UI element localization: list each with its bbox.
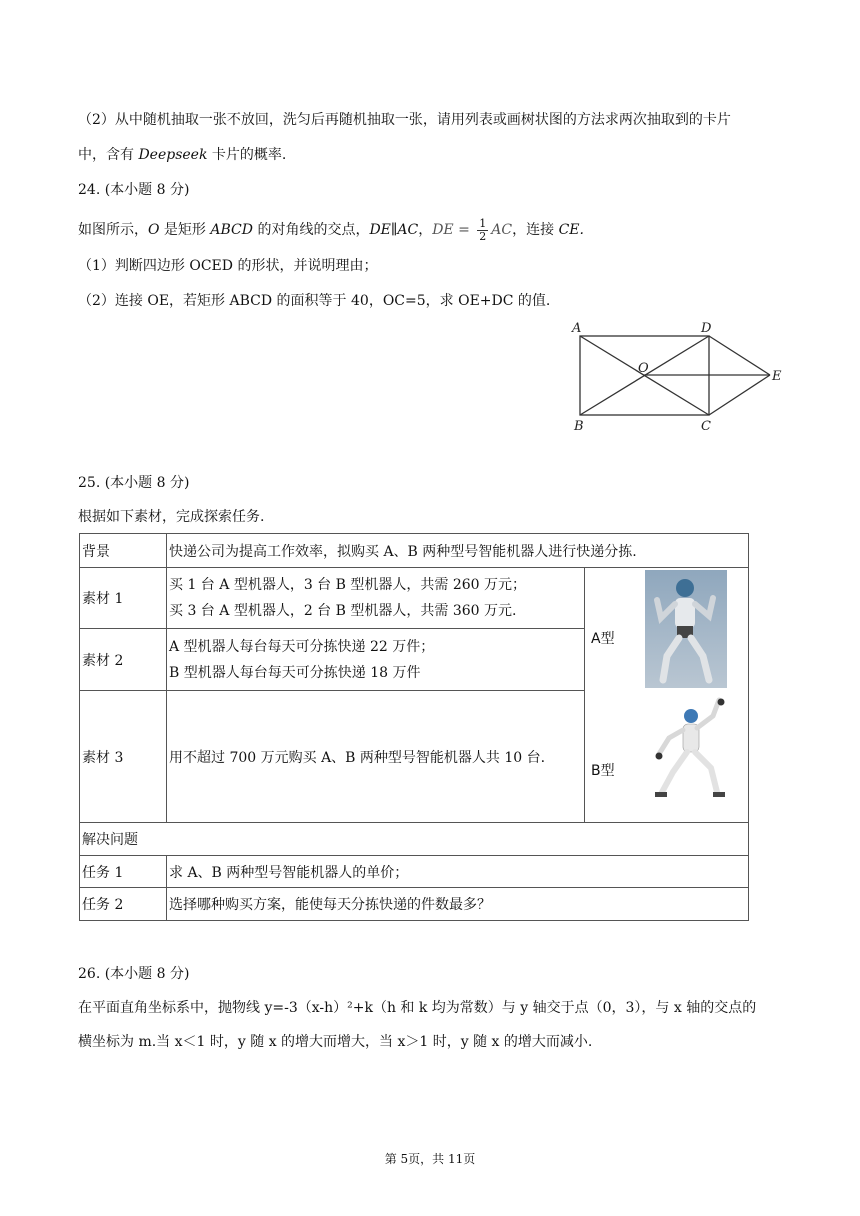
- q24-text: 的对角线的交点，: [253, 222, 370, 238]
- q24-text: 如图所示，: [78, 222, 148, 238]
- fraction-numerator: 1: [479, 216, 487, 230]
- label-o: O: [638, 361, 649, 376]
- material-2-line: A 型机器人每台每天可分拣快递 22 万件；: [169, 638, 435, 655]
- q24-segment-ce: CE.: [558, 222, 584, 238]
- q24-text: ，连接: [512, 222, 559, 238]
- segment-ce: [709, 375, 770, 415]
- label-b: B: [574, 419, 584, 434]
- material-1-line: 买 1 台 A 型机器人，3 台 B 型机器人，共需 260 万元；: [169, 576, 526, 593]
- bg-label: 背景: [80, 534, 167, 568]
- table-row: [80, 888, 749, 921]
- q25-intro: 根据如下素材，完成探索任务.: [78, 509, 265, 525]
- q23-part2-line2: [78, 145, 286, 165]
- table-row: [80, 534, 749, 568]
- material-2-text: [167, 628, 585, 691]
- task-1-text: 求 A、B 两种型号智能机器人的单价；: [167, 856, 749, 888]
- q26-line2: 横坐标为 m.当 x＜1 时，y 随 x 的增大而增大，当 x＞1 时，y 随 x 的增大而减小.: [78, 1034, 593, 1050]
- solve-label: 解决问题: [80, 823, 749, 856]
- q23-card-name: Deepseek: [138, 147, 208, 163]
- label-c: C: [701, 419, 711, 434]
- q24-point-o: O: [148, 222, 160, 238]
- robot-a-label: A型: [591, 631, 615, 647]
- fraction-denominator: 2: [479, 229, 487, 243]
- q24-fraction: [477, 218, 488, 243]
- table-row: [80, 856, 749, 888]
- q24-math-de: DE: [432, 222, 454, 238]
- q24-text: 是矩形: [159, 222, 211, 238]
- task-1-label: 任务 1: [80, 856, 167, 888]
- q23-text: 卡片的概率.: [207, 147, 287, 163]
- label-a: A: [572, 321, 582, 336]
- q24-stem: [78, 217, 584, 243]
- q23-part2-line1: （2）从中随机抽取一张不放回，洗匀后再随机抽取一张，请用列表或画树状图的方法求两次抽取到的卡片: [78, 112, 731, 128]
- q24-math-ac: AC: [491, 222, 513, 238]
- q26-header: 26. (本小题 8 分): [78, 966, 190, 982]
- material-1-line: 买 3 台 A 型机器人，2 台 B 型机器人，共需 360 万元.: [169, 602, 517, 619]
- bg-text: 快递公司为提高工作效率，拟购买 A、B 两种型号智能机器人进行快递分拣.: [167, 534, 749, 568]
- segment-de: [709, 336, 770, 375]
- table-row: [80, 823, 749, 856]
- task-2-label: 任务 2: [80, 888, 167, 921]
- robot-images-cell: [585, 568, 749, 823]
- q24-text: ，: [418, 222, 433, 238]
- materials-table: [79, 533, 749, 921]
- q25-header: 25. (本小题 8 分): [78, 475, 190, 491]
- q24-rect-name: ABCD: [210, 222, 253, 238]
- material-1-text: [167, 568, 585, 629]
- table-row: [80, 568, 749, 629]
- q24-math-eq: =: [453, 222, 475, 238]
- material-2-line: B 型机器人每台每天可分拣快递 18 万件: [169, 664, 421, 681]
- q24-header: 24. (本小题 8 分): [78, 182, 190, 198]
- robot-b-image: [651, 696, 741, 814]
- robot-a-image: [645, 570, 727, 688]
- task-2-text: 选择哪种购买方案，能使每天分拣快递的件数最多？: [167, 888, 749, 921]
- q26-line1: 在平面直角坐标系中，抛物线 y=-3（x-h）²+k（h 和 k 均为常数）与 y 轴交于点（0，3），与 x 轴的交点的: [78, 1000, 757, 1016]
- label-d: D: [701, 321, 712, 336]
- q24-geometry-figure: [568, 318, 788, 438]
- material-3-label: 素材 3: [80, 691, 167, 823]
- material-3-text: 用不超过 700 万元购买 A、B 两种型号智能机器人共 10 台.: [167, 691, 585, 823]
- q24-condition: DE∥AC: [369, 222, 419, 238]
- label-e: E: [772, 369, 782, 384]
- q24-part2: （2）连接 OE，若矩形 ABCD 的面积等于 40，OC=5，求 OE+DC 的值.: [78, 293, 551, 309]
- robot-b-label: B型: [591, 763, 615, 779]
- q24-part1: （1）判断四边形 OCED 的形状，并说明理由；: [78, 258, 378, 274]
- page-footer: 第 5页，共 11页: [384, 1152, 476, 1166]
- material-1-label: 素材 1: [80, 568, 167, 629]
- q23-text: 中，含有: [78, 147, 139, 163]
- material-2-label: 素材 2: [80, 628, 167, 691]
